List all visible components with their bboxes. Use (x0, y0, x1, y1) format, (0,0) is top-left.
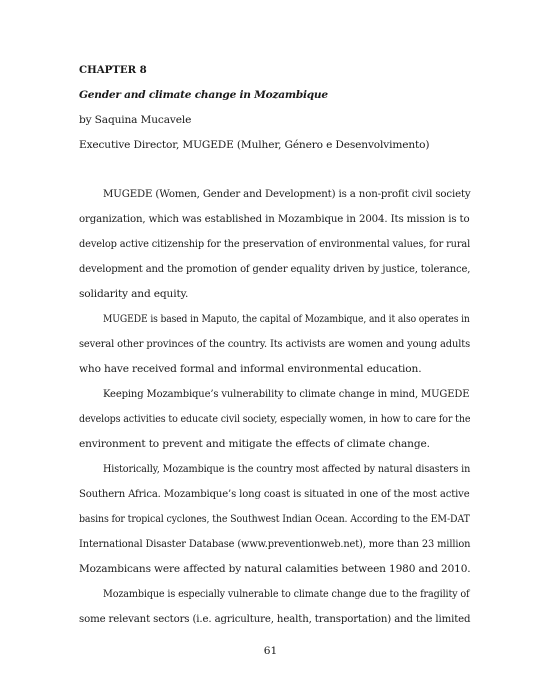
paragraph-line: environment to prevent and mitigate the effects of climate change. (79, 438, 430, 450)
paragraph-line: Southern Africa. Mozambique’s long coast is situated in one of the most active (79, 488, 470, 500)
paragraph-line: Mozambique is especially vulnerable to climate change due to the fragility of (103, 588, 470, 600)
paragraph-line: Historically, Mozambique is the country most affected by natural disasters in (103, 463, 471, 475)
chapter-label: CHAPTER 8 (79, 64, 147, 76)
paragraph-line: who have received formal and informal environmental education. (79, 363, 422, 375)
author-line: by Saquina Mucavele (79, 114, 192, 126)
paragraph-line: International Disaster Database (www.preventionweb.net), more than 23 million (79, 538, 471, 550)
chapter-title: Gender and climate change in Mozambique (79, 89, 328, 101)
paragraph-line: develop active citizenship for the preservation of environmental values, for rural (79, 238, 471, 250)
paragraph-line: basins for tropical cyclones, the Southwest Indian Ocean. According to the EM-DAT (79, 513, 470, 525)
paragraph-line: develops activities to educate civil society, especially women, in how to care for the (79, 413, 471, 425)
paragraph-line: development and the promotion of gender equality driven by justice, tolerance, (79, 263, 471, 275)
page-number: 61 (263, 645, 278, 657)
paragraph-line: some relevant sectors (i.e. agriculture, health, transportation) and the limited (79, 613, 471, 625)
paragraph-line: solidarity and equity. (79, 288, 189, 300)
affiliation-line: Executive Director, MUGEDE (Mulher, Género e Desenvolvimento) (79, 139, 430, 151)
paragraph-line: organization, which was established in Mozambique in 2004. Its mission is to (79, 213, 470, 225)
paragraph-line: several other provinces of the country. Its activists are women and young adults (79, 338, 471, 350)
paragraph-line: MUGEDE is based in Maputo, the capital of Mozambique, and it also operates in (103, 313, 470, 325)
paragraph-line: Keeping Mozambique’s vulnerability to climate change in mind, MUGEDE (103, 388, 470, 400)
paragraph-line: MUGEDE (Women, Gender and Development) is a non-profit civil society (103, 188, 471, 200)
paragraph-line: Mozambicans were affected by natural calamities between 1980 and 2010. (79, 563, 471, 575)
